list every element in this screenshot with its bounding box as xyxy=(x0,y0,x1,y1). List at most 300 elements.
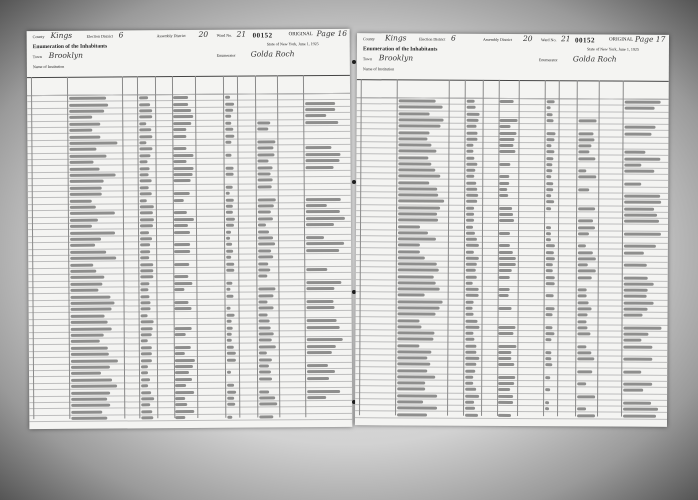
handwritten-entry xyxy=(578,207,595,210)
handwritten-entry xyxy=(307,319,337,322)
handwritten-entry xyxy=(307,338,343,341)
handwritten-entry xyxy=(226,281,232,284)
handwritten-entry xyxy=(175,307,192,310)
header-column-line xyxy=(237,76,238,94)
handwritten-entry xyxy=(175,397,185,400)
handwritten-entry xyxy=(578,157,595,160)
handwritten-entry xyxy=(397,375,435,378)
town-value: Brooklyn xyxy=(48,50,83,60)
handwritten-entry xyxy=(70,161,94,164)
handwritten-entry xyxy=(467,125,477,128)
handwritten-entry xyxy=(499,232,510,235)
handwritten-entry xyxy=(578,301,589,304)
handwritten-entry xyxy=(398,250,420,253)
handwritten-entry xyxy=(578,138,594,141)
handwritten-entry xyxy=(498,357,511,360)
handwritten-entry xyxy=(397,331,434,334)
handwritten-entry xyxy=(467,119,479,122)
handwritten-entry xyxy=(545,326,552,329)
handwritten-entry xyxy=(306,236,324,239)
handwritten-entry xyxy=(225,115,231,118)
handwritten-entry xyxy=(174,218,194,221)
grid-row-line xyxy=(28,182,351,185)
handwritten-entry xyxy=(306,268,327,271)
handwritten-entry xyxy=(258,185,272,188)
handwritten-entry xyxy=(227,307,231,310)
handwritten-entry xyxy=(466,313,474,316)
handwritten-entry xyxy=(175,327,192,330)
grid-row-line xyxy=(29,310,352,313)
handwritten-entry xyxy=(398,194,438,197)
handwritten-entry xyxy=(498,351,511,354)
handwritten-entry xyxy=(259,307,274,310)
handwritten-entry xyxy=(258,288,275,291)
handwritten-entry xyxy=(545,351,551,354)
handwritten-entry xyxy=(139,109,152,112)
handwritten-entry xyxy=(259,313,268,316)
handwritten-entry xyxy=(467,100,475,103)
handwritten-entry xyxy=(175,301,189,304)
handwritten-entry xyxy=(69,129,92,132)
handwritten-entry xyxy=(175,352,185,355)
handwritten-entry xyxy=(466,175,474,178)
handwritten-entry xyxy=(140,231,149,234)
handwritten-entry xyxy=(547,113,553,116)
handwritten-entry xyxy=(398,263,437,266)
handwritten-entry xyxy=(545,407,549,410)
handwritten-entry xyxy=(69,142,117,145)
handwritten-entry xyxy=(307,351,333,354)
handwritten-entry xyxy=(499,307,512,310)
handwritten-entry xyxy=(398,269,439,272)
handwritten-entry xyxy=(546,176,551,179)
handwritten-entry xyxy=(465,395,479,398)
ward-label: Ward No. xyxy=(540,37,557,43)
header-column-line xyxy=(483,80,484,98)
town-value: Brooklyn xyxy=(378,53,414,63)
handwritten-entry xyxy=(174,160,187,163)
handwritten-entry xyxy=(499,194,508,197)
handwritten-entry xyxy=(498,332,513,335)
handwritten-entry xyxy=(466,150,473,153)
handwritten-entry xyxy=(546,238,551,241)
handwritten-entry xyxy=(499,244,510,247)
handwritten-entry xyxy=(465,401,474,404)
handwritten-entry xyxy=(139,103,150,106)
handwritten-entry xyxy=(141,320,154,323)
handwritten-entry xyxy=(546,276,555,279)
handwritten-entry xyxy=(546,226,551,229)
bundle-number: 00152 xyxy=(574,36,596,45)
handwritten-entry xyxy=(259,332,274,335)
census-page-right xyxy=(355,33,669,427)
handwritten-entry xyxy=(499,182,509,185)
handwritten-entry xyxy=(227,403,235,406)
handwritten-entry xyxy=(139,128,151,131)
handwritten-entry xyxy=(306,204,327,207)
handwritten-entry xyxy=(466,213,474,216)
ward-label: Ward No. xyxy=(216,32,233,38)
handwritten-entry xyxy=(546,207,551,210)
handwritten-entry xyxy=(307,396,326,399)
handwritten-entry xyxy=(499,150,515,153)
handwritten-entry xyxy=(499,288,510,291)
handwritten-entry xyxy=(71,359,118,362)
handwritten-entry xyxy=(69,110,104,113)
handwritten-entry xyxy=(225,96,230,99)
handwritten-entry xyxy=(577,408,586,411)
handwritten-entry xyxy=(577,383,586,386)
handwritten-entry xyxy=(141,365,148,368)
handwritten-entry xyxy=(398,212,437,215)
handwritten-entry xyxy=(546,138,554,141)
handwritten-entry xyxy=(306,242,344,245)
handwritten-entry xyxy=(69,148,96,151)
handwritten-entry xyxy=(465,338,474,341)
handwritten-entry xyxy=(399,118,444,121)
handwritten-entry xyxy=(226,166,234,169)
handwritten-entry xyxy=(397,388,425,391)
handwritten-entry xyxy=(175,371,189,374)
handwritten-entry xyxy=(140,244,150,247)
handwritten-entry xyxy=(70,212,115,215)
handwritten-entry xyxy=(578,232,589,235)
handwritten-entry xyxy=(624,182,641,185)
handwritten-entry xyxy=(578,151,589,154)
handwritten-entry xyxy=(545,332,554,335)
handwritten-entry xyxy=(259,345,276,348)
handwritten-entry xyxy=(69,135,100,138)
handwritten-entry xyxy=(398,156,428,159)
header-column-line xyxy=(137,76,138,94)
handwritten-entry xyxy=(623,339,641,342)
handwritten-entry xyxy=(307,389,340,392)
handwritten-entry xyxy=(397,400,423,403)
handwritten-entry xyxy=(625,126,656,129)
handwritten-entry xyxy=(226,185,233,188)
town-label: Town xyxy=(362,56,372,62)
header-column-line xyxy=(545,80,546,98)
handwritten-entry xyxy=(226,237,230,240)
handwritten-entry xyxy=(500,100,514,103)
ed-label: Election District xyxy=(86,33,113,39)
handwritten-entry xyxy=(226,262,234,265)
handwritten-entry xyxy=(398,181,429,184)
handwritten-entry xyxy=(140,218,154,221)
handwritten-entry xyxy=(499,138,514,141)
handwritten-entry xyxy=(466,194,478,197)
handwritten-entry xyxy=(174,243,190,246)
handwritten-entry xyxy=(227,416,232,419)
handwritten-entry xyxy=(397,407,437,410)
handwritten-entry xyxy=(624,276,648,279)
institution-label: Name of Institution xyxy=(362,66,395,72)
handwritten-entry xyxy=(467,106,476,109)
handwritten-entry xyxy=(70,218,98,221)
handwritten-entry xyxy=(498,388,510,391)
handwritten-entry xyxy=(71,340,100,343)
handwritten-entry xyxy=(625,101,661,104)
handwritten-entry xyxy=(175,416,185,419)
handwritten-entry xyxy=(623,370,641,373)
handwritten-entry xyxy=(140,173,149,176)
handwritten-entry xyxy=(306,159,340,162)
handwritten-entry xyxy=(71,308,112,311)
handwritten-entry xyxy=(624,151,645,154)
handwritten-entry xyxy=(398,143,431,146)
handwritten-entry xyxy=(227,358,236,361)
handwritten-entry xyxy=(498,413,511,416)
header-column-line xyxy=(519,80,520,98)
handwritten-entry xyxy=(499,263,516,266)
handwritten-entry xyxy=(397,338,433,341)
ad-label: Assembly District xyxy=(156,33,186,39)
handwritten-entry xyxy=(258,204,274,207)
handwritten-entry xyxy=(226,294,233,297)
handwritten-entry xyxy=(71,365,110,368)
handwritten-entry xyxy=(398,219,438,222)
handwritten-entry xyxy=(258,243,275,246)
handwritten-entry xyxy=(624,314,643,317)
handwritten-entry xyxy=(225,109,233,112)
handwritten-entry xyxy=(578,176,596,179)
handwritten-entry xyxy=(70,263,93,266)
handwritten-entry xyxy=(173,128,186,131)
handwritten-entry xyxy=(225,102,234,105)
handwritten-entry xyxy=(69,97,106,100)
handwritten-entry xyxy=(226,256,231,259)
handwritten-entry xyxy=(257,153,274,156)
header-column-line xyxy=(67,77,68,95)
handwritten-entry xyxy=(623,383,652,386)
town-label: Town xyxy=(32,54,42,60)
handwritten-entry xyxy=(227,345,234,348)
handwritten-entry xyxy=(546,151,554,154)
handwritten-entry xyxy=(398,237,436,240)
handwritten-entry xyxy=(226,269,234,272)
handwritten-entry xyxy=(499,207,512,210)
handwritten-entry xyxy=(398,306,440,309)
handwritten-entry xyxy=(399,125,441,128)
handwritten-entry xyxy=(174,282,192,285)
handwritten-entry xyxy=(625,107,655,110)
handwritten-entry xyxy=(174,173,193,176)
handwritten-entry xyxy=(71,391,110,394)
handwritten-entry xyxy=(226,205,233,208)
handwritten-entry xyxy=(623,326,661,329)
handwritten-entry xyxy=(466,200,477,203)
ward-value: 21 xyxy=(560,34,571,44)
census-page-left xyxy=(27,29,353,429)
handwritten-entry xyxy=(398,244,420,247)
handwritten-entry xyxy=(141,404,150,407)
handwritten-entry xyxy=(258,294,273,297)
handwritten-entry xyxy=(546,245,555,248)
handwritten-entry xyxy=(545,339,551,342)
handwritten-entry xyxy=(499,163,510,166)
handwritten-entry xyxy=(139,154,150,157)
handwritten-entry xyxy=(70,186,102,189)
handwritten-entry xyxy=(545,389,550,392)
handwritten-entry xyxy=(225,122,231,125)
handwritten-entry xyxy=(398,150,436,153)
handwritten-entry xyxy=(466,238,477,241)
county-value: Kings xyxy=(50,30,73,40)
handwritten-entry xyxy=(174,179,191,182)
handwritten-entry xyxy=(577,326,587,329)
handwritten-entry xyxy=(465,326,479,329)
handwritten-entry xyxy=(399,112,430,115)
handwritten-entry xyxy=(466,188,477,191)
handwritten-entry xyxy=(69,154,106,157)
handwritten-entry xyxy=(71,334,104,337)
handwritten-entry xyxy=(399,106,443,109)
handwritten-entry xyxy=(258,236,273,239)
handwritten-entry xyxy=(500,131,517,134)
handwritten-entry xyxy=(466,138,477,141)
handwritten-entry xyxy=(546,169,552,172)
handwritten-entry xyxy=(397,325,421,328)
handwritten-entry xyxy=(140,224,153,227)
handwritten-entry xyxy=(624,157,660,160)
handwritten-entry xyxy=(397,413,427,416)
handwritten-entry xyxy=(227,352,236,355)
grid-row-line xyxy=(28,246,351,249)
handwritten-entry xyxy=(578,295,587,298)
handwritten-entry xyxy=(624,251,644,254)
handwritten-entry xyxy=(466,288,479,291)
handwritten-entry xyxy=(546,257,555,260)
handwritten-entry xyxy=(140,199,147,202)
header-column-line xyxy=(122,76,123,94)
handwritten-entry xyxy=(547,119,554,122)
handwritten-entry xyxy=(70,282,102,285)
original-label: ORIGINAL xyxy=(288,32,313,38)
handwritten-entry xyxy=(226,211,233,214)
handwritten-entry xyxy=(465,388,476,391)
handwritten-entry xyxy=(465,344,476,347)
original-label: ORIGINAL xyxy=(608,37,634,43)
header-column-line xyxy=(577,80,578,98)
header-column-line xyxy=(31,77,32,95)
handwritten-entry xyxy=(466,263,477,266)
handwritten-entry xyxy=(174,275,188,278)
handwritten-entry xyxy=(465,382,473,385)
handwritten-entry xyxy=(307,325,340,328)
handwritten-entry xyxy=(623,389,643,392)
handwritten-entry xyxy=(499,294,509,297)
census-grid xyxy=(355,97,669,417)
handwritten-entry xyxy=(258,268,270,271)
handwritten-entry xyxy=(578,226,595,229)
handwritten-entry xyxy=(307,306,335,309)
handwritten-entry xyxy=(465,363,476,366)
handwritten-entry xyxy=(547,100,555,103)
handwritten-entry xyxy=(465,351,476,354)
handwritten-entry xyxy=(69,103,108,106)
census-grid xyxy=(27,93,352,419)
handwritten-entry xyxy=(305,108,335,111)
handwritten-entry xyxy=(71,321,108,324)
handwritten-entry xyxy=(71,385,117,388)
handwritten-entry xyxy=(466,156,474,159)
ed-value: 6 xyxy=(118,30,124,40)
handwritten-entry xyxy=(141,308,151,311)
handwritten-entry xyxy=(139,141,146,144)
handwritten-entry xyxy=(545,376,550,379)
handwritten-entry xyxy=(546,307,555,310)
handwritten-entry xyxy=(174,199,184,202)
handwritten-entry xyxy=(397,369,427,372)
handwritten-entry xyxy=(306,210,340,213)
handwritten-entry xyxy=(578,320,587,323)
county-label: County xyxy=(32,34,45,40)
handwritten-entry xyxy=(398,231,428,234)
handwritten-entry xyxy=(175,365,193,368)
handwritten-entry xyxy=(578,314,588,317)
handwritten-entry xyxy=(141,359,152,362)
handwritten-entry xyxy=(398,225,420,228)
handwritten-entry xyxy=(225,154,231,157)
handwritten-entry xyxy=(174,288,184,291)
handwritten-entry xyxy=(141,416,153,419)
handwritten-entry xyxy=(139,148,152,151)
ad-value: 20 xyxy=(198,29,209,39)
handwritten-entry xyxy=(70,289,98,292)
handwritten-entry xyxy=(500,125,511,128)
handwritten-entry xyxy=(498,401,513,404)
handwritten-entry xyxy=(624,308,648,311)
handwritten-entry xyxy=(546,132,555,135)
handwritten-entry xyxy=(175,333,186,336)
handwritten-entry xyxy=(173,115,193,118)
handwritten-entry xyxy=(71,372,101,375)
handwritten-entry xyxy=(578,144,591,147)
form-title: Enumeration of the Inhabitants xyxy=(32,43,108,51)
handwritten-entry xyxy=(306,249,339,252)
handwritten-entry xyxy=(69,122,100,125)
handwritten-entry xyxy=(624,295,647,298)
handwritten-entry xyxy=(71,327,112,330)
handwritten-entry xyxy=(259,326,271,329)
handwritten-entry xyxy=(624,201,661,204)
handwritten-entry xyxy=(226,249,233,252)
handwritten-entry xyxy=(624,132,651,135)
handwritten-entry xyxy=(498,326,515,329)
handwritten-entry xyxy=(141,397,154,400)
handwritten-entry xyxy=(140,250,150,253)
header-column-line xyxy=(277,75,278,93)
handwritten-entry xyxy=(398,313,436,316)
handwritten-entry xyxy=(305,102,335,105)
handwritten-entry xyxy=(577,414,595,417)
handwritten-entry xyxy=(227,371,231,374)
handwritten-entry xyxy=(258,179,273,182)
handwritten-entry xyxy=(624,264,647,267)
handwritten-entry xyxy=(306,166,334,169)
handwritten-entry xyxy=(226,288,230,291)
grid-row-line xyxy=(29,342,352,345)
census-date: State of New York, June 1, 1925 xyxy=(266,41,319,47)
ad-label: Assembly District xyxy=(482,36,513,42)
handwritten-entry xyxy=(305,153,340,156)
header-column-line xyxy=(397,79,398,97)
handwritten-entry xyxy=(173,122,191,125)
handwritten-entry xyxy=(140,256,149,259)
handwritten-entry xyxy=(466,163,477,166)
handwritten-entry xyxy=(173,147,186,150)
handwritten-entry xyxy=(397,344,419,347)
